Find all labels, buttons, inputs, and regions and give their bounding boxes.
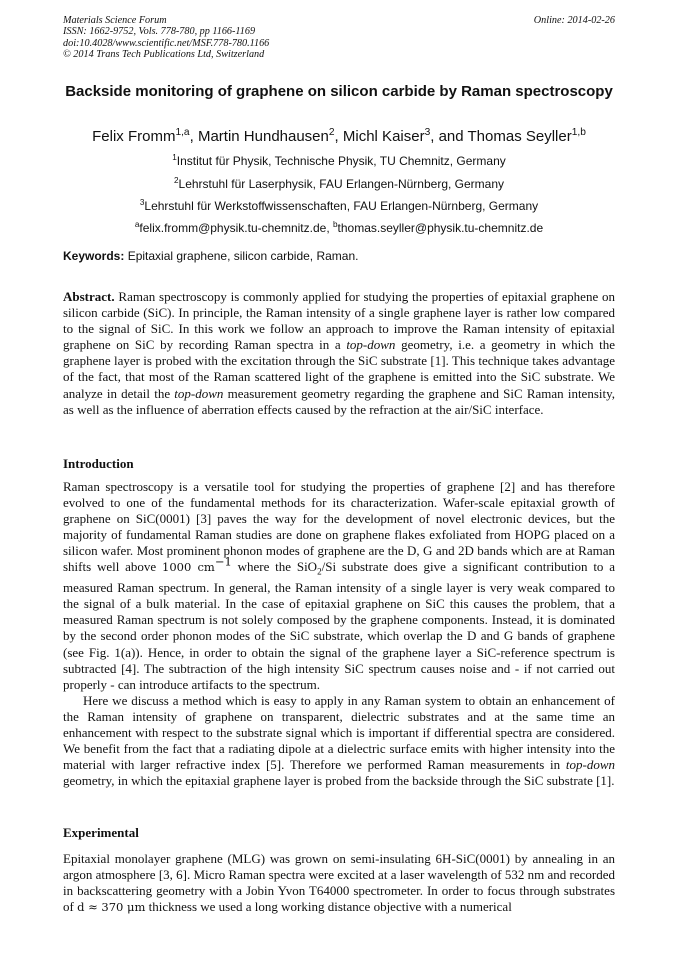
author-separator: , and — [430, 128, 468, 145]
author-name: Thomas Seyller — [467, 128, 572, 145]
author-name: Felix Fromm — [92, 128, 176, 145]
intro-paragraph-2 — [63, 693, 615, 790]
section-heading-experimental: Experimental — [63, 825, 139, 840]
intro-emphasis: top-down — [565, 757, 615, 773]
abstract-text: geometry, i.e. a geometry in which the graphene layer is probed with the excitation through the SiC substrate [1]. This technique takes advantage of the fact, that most of the Raman scattered light of the graphene is emitted into the SiC substrate. We analyze in detail the — [63, 337, 615, 401]
email-link[interactable]: thomas.seyller@physik.tu-chemnitz.de — [337, 221, 544, 235]
keywords — [63, 249, 615, 263]
keywords-label: Keywords: — [63, 249, 125, 263]
intro-math-sup: −1 — [214, 555, 232, 570]
online-date: Online: 2014-02-26 — [533, 15, 615, 26]
author-sup: 3 — [424, 127, 431, 138]
author-separator: , — [334, 128, 343, 145]
intro-text: geometry, in which the epitaxial graphene layer is probed from the backside through the SiC substrate [1]. — [63, 773, 615, 789]
author-sup: 1,b — [571, 127, 586, 138]
journal-name: Materials Science Forum — [63, 15, 167, 26]
experimental-text: thickness we used a long working distance objective with a numerical — [145, 899, 512, 915]
journal-header — [63, 15, 615, 61]
experimental-paragraph — [63, 851, 615, 915]
abstract-emphasis: top-down — [346, 337, 396, 353]
author-separator: , — [189, 128, 198, 145]
intro-sub: 2 — [317, 567, 322, 578]
affiliation-text: Lehrstuhl für Laserphysik, FAU Erlangen-Nürnberg, Germany — [178, 177, 505, 191]
intro-paragraph-1 — [63, 479, 615, 693]
intro-text: where the SiO — [231, 559, 318, 575]
email-sup: b — [332, 220, 338, 229]
email-separator: , — [326, 221, 333, 235]
abstract-paragraph — [63, 289, 615, 418]
affiliation-1 — [63, 154, 615, 168]
abstract — [63, 289, 615, 418]
introduction-section — [63, 479, 615, 789]
affiliation-2 — [63, 177, 615, 191]
email-link[interactable]: felix.fromm@physik.tu-chemnitz.de — [139, 221, 327, 235]
author-sup: 1,a — [175, 127, 190, 138]
affiliation-3 — [63, 199, 615, 213]
experimental-section — [63, 851, 615, 915]
email-line — [63, 221, 615, 235]
intro-text: Raman spectroscopy is a versatile tool for studying the properties of graphene [2] and has therefore evolved to one of the fundamental methods for its characterization. Wafer-scale epitaxial growth of graphene on SiC(0001) [3] paves the way for the development of novel electronic devices, but the majority of fundamental Raman studies are done on graphene flakes exfoliated from HOPG placed on a silicon wafer. Most prominent phonon modes of graphene are the D, G and 2D bands which are at Raman shifts well above — [63, 479, 615, 575]
intro-text: /Si substrate does give a significant contribution to a measured Raman spectrum. In general, the Raman intensity of a single layer is very weak compared to the signal of a bulk material. In the case of epitaxial graphene on SiC this causes the problem, that a measured Raman spectrum is not solely composed by the graphene components. Instead, it is dominated by the second order phonon modes of the SiC substrate, which overlap the D and G bands of graphene (see Fig. 1(a)). Hence, in order to obtain the signal of the graphene layer a SiC-reference spectrum is subtracted [4]. The subtraction of the high intensity SiC spectrum causes noise and - if not carried out properly - can introduce artifacts to the spectrum. — [63, 559, 615, 692]
abstract-label: Abstract. — [63, 289, 115, 304]
section-heading-introduction: Introduction — [63, 456, 134, 471]
affiliation-sup: 2 — [173, 176, 179, 185]
affiliation-text: Institut für Physik, Technische Physik, TU Chemnitz, Germany — [176, 154, 506, 168]
keywords-text: Epitaxial graphene, silicon carbide, Raman. — [124, 249, 359, 263]
affiliation-text: Lehrstuhl für Werkstoffwissenschaften, FAU Erlangen-Nürnberg, Germany — [144, 199, 539, 213]
author-name: Martin Hundhausen — [197, 128, 329, 145]
experimental-math: d ≈ 370 μm — [77, 900, 146, 915]
abstract-emphasis: top-down — [174, 385, 224, 401]
intro-text: Here we discuss a method which is easy to apply in any Raman system to obtain an enhancement of the Raman intensity of graphene on transparent, dielectric substrates and at the same time an enhancement with respect to the substrate signal which is important if differential spectra are considered. We benefit from the fact that a radiating dipole at a dielectric surface emits with higher intensity into the material with larger refractive index [5]. Therefore we performed Raman measurements in — [63, 692, 615, 773]
author-name: Michl Kaiser — [342, 128, 425, 145]
intro-math: 1000 cm — [162, 560, 215, 575]
copyright-line: © 2014 Trans Tech Publications Ltd, Switzerland — [63, 49, 265, 61]
affiliation-sup: 3 — [139, 198, 145, 207]
issn-line: ISSN: 1662-9752, Vols. 778-780, pp 1166-1169 — [63, 26, 256, 38]
author-list — [63, 127, 615, 147]
email-sup: a — [134, 220, 140, 229]
experimental-text: Epitaxial monolayer graphene (MLG) was grown on semi-insulating 6H-SiC(0001) by annealing in an argon atmosphere [3, 6]. Micro Raman spectra were excited at a laser wavelength of 532 nm and recorded in backscattering geometry with a Jobin Yvon T64000 spectrometer. In order to focus through substrates of — [63, 851, 615, 915]
doi-line: doi:10.4028/www.scientific.net/MSF.778-780.1166 — [63, 37, 270, 49]
author-sup: 2 — [328, 127, 335, 138]
abstract-text: measurement geometry regarding the graphene and SiC Raman intensity, as well as the influence of aberration effects caused by the refraction at the air/SiC interface. — [63, 385, 616, 417]
abstract-text: Raman spectroscopy is commonly applied for studying the properties of epitaxial graphene on silicon carbide (SiC). In principle, the Raman intensity of a single graphene layer is rather low compared to the signal of SiC. In this work we follow an approach to improve the Raman intensity of epitaxial graphene on SiC by recording Raman spectra in a — [63, 289, 615, 353]
affiliation-sup: 1 — [172, 153, 177, 162]
paper-title: Backside monitoring of graphene on silicon carbide by Raman spectroscopy — [65, 83, 613, 100]
